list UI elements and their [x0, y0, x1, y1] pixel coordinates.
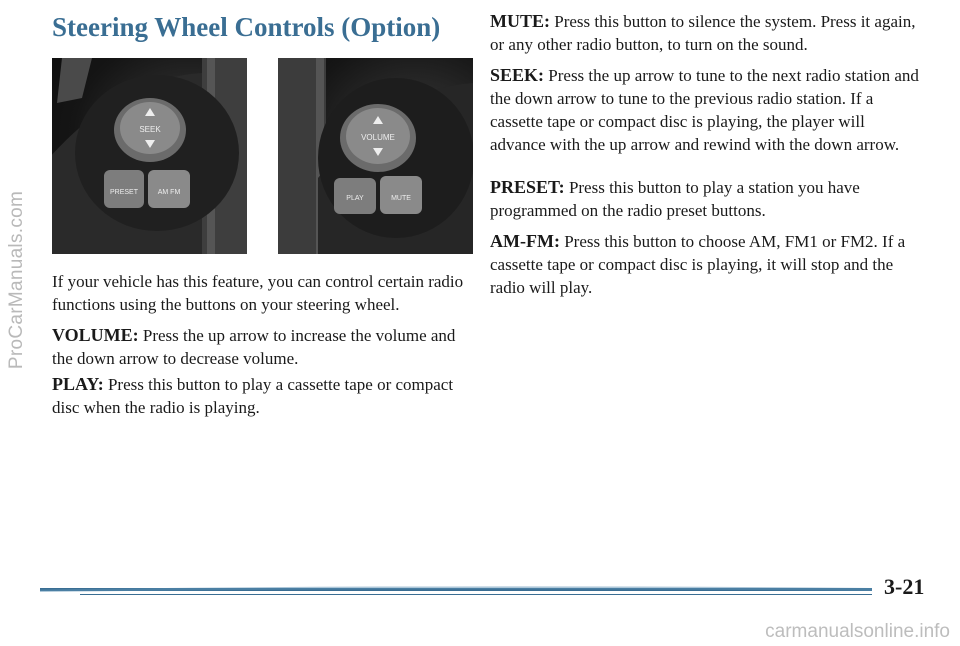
volume-label: VOLUME — [361, 133, 395, 142]
preset-label: PRESET — [109, 189, 139, 196]
mute-paragraph — [490, 10, 920, 56]
steering-wheel-photos — [52, 58, 473, 254]
preset-paragraph — [490, 176, 920, 222]
steering-pad-left-illustration — [52, 58, 247, 254]
seek-label: SEEK — [139, 125, 161, 134]
amfm-description: Press this button to choose AM, FM1 or FM2. If a cassette tape or compact disc is playing, it will stop and the radio will play. — [490, 232, 906, 297]
side-watermark-text: ProCarManuals.com — [6, 190, 27, 370]
seek-term: SEEK: — [490, 65, 545, 85]
mute-label: MUTE — [391, 195, 411, 202]
seek-description: Press the up arrow to tune to the next radio station and the down arrow to tune to the previous radio station. If a cassette tape or compact disc is playing, the player will advance with the up arrow and rewind with the down arrow. — [490, 66, 919, 154]
volume-term: VOLUME: — [52, 325, 139, 345]
page-number: 3-21 — [884, 574, 925, 599]
photo-seek-controls — [52, 58, 247, 254]
footer-rule — [40, 580, 878, 604]
amfm-label: AM FM — [157, 189, 181, 196]
play-description: Press this button to play a cassette tape or compact disc when the radio is playing. — [52, 375, 454, 417]
intro-paragraph: If your vehicle has this feature, you can control certain radio functions using the buttons on your steering wheel. — [52, 272, 464, 314]
amfm-paragraph — [490, 230, 930, 299]
mute-description: Press this button to silence the system. Press it again, or any other radio button, to turn on the sound. — [490, 12, 916, 54]
photo-volume-controls — [278, 58, 473, 254]
seek-paragraph — [490, 64, 922, 156]
preset-description: Press this button to play a station you have programmed on the radio preset buttons. — [490, 178, 860, 220]
play-label: PLAY — [346, 195, 364, 202]
bottom-watermark: carmanualsonline.info — [765, 621, 950, 642]
play-term: PLAY: — [52, 374, 104, 394]
section-title: Steering Wheel Controls (Option) — [52, 12, 441, 42]
play-paragraph — [52, 373, 472, 419]
side-watermark — [2, 130, 32, 430]
preset-term: PRESET: — [490, 177, 565, 197]
volume-paragraph — [52, 324, 472, 370]
mute-term: MUTE: — [490, 11, 550, 31]
volume-description: Press the up arrow to increase the volume and the down arrow to decrease volume. — [52, 326, 456, 368]
amfm-term: AM-FM: — [490, 231, 560, 251]
steering-pad-right-illustration — [278, 58, 473, 254]
